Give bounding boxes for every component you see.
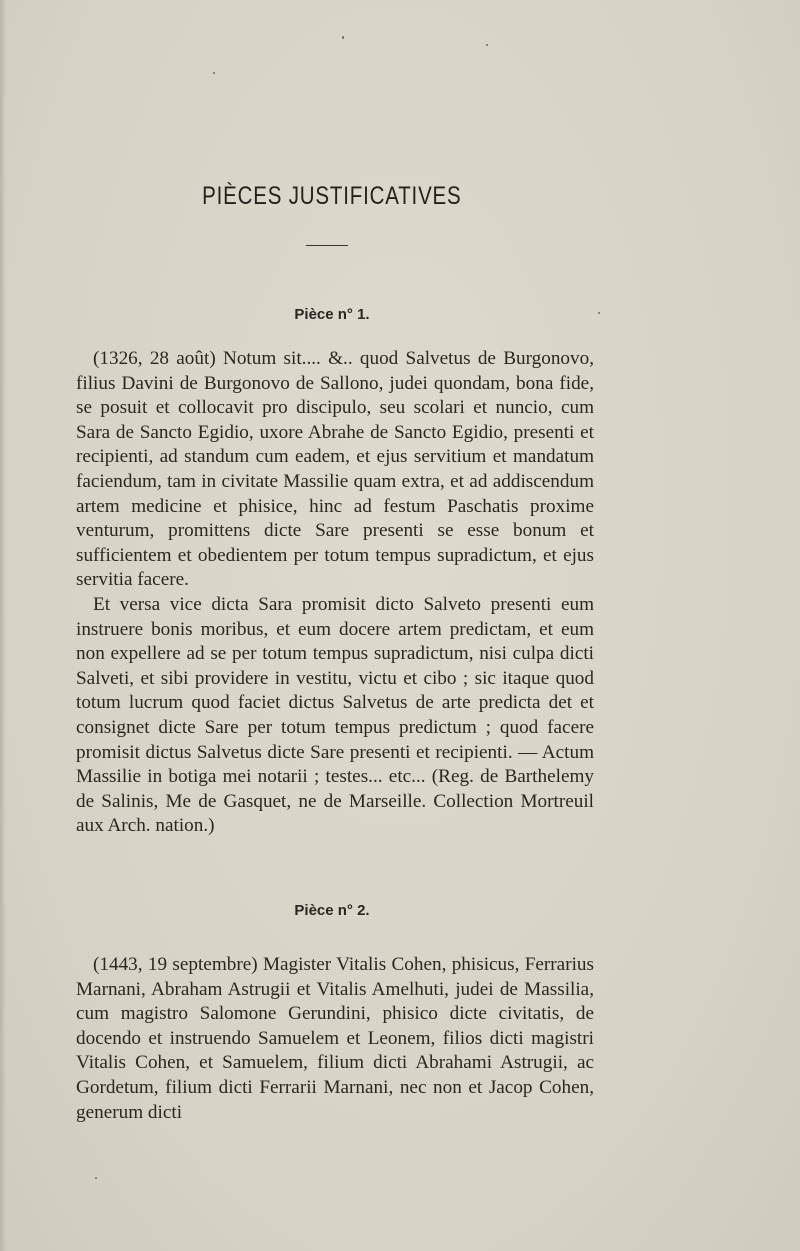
paper-speck bbox=[486, 44, 488, 46]
title-rule bbox=[306, 245, 348, 246]
piece-1-heading: Pièce n° 1. bbox=[294, 306, 370, 323]
piece-2-heading: Pièce n° 2. bbox=[294, 902, 370, 919]
paper-speck bbox=[342, 36, 344, 39]
piece-1-paragraph-1: (1326, 28 août) Notum sit.... &.. quod Salvetus de Burgonovo, filius Davini de Burgonovo de Sallono, judei quondam, bona fide, se posuit et collocavit pro discipulo, seu scolari et nuncio, cum Sara de Sancto Egidio, uxore Abrahe de Sancto Egidio, presenti et recipienti, ad standum cum eadem, et ejus servitium et mandatum faciendum, tam in civitate Massilie quam extra, et ad addiscendum artem medicine et phisice, hinc ad festum Paschatis proxime venturum, promittens dicte Sare presenti se esse bonum et sufficientem et obedientem per totum tempus supradictum, et ejus servitia facere. bbox=[76, 348, 594, 591]
paper-speck bbox=[95, 1177, 97, 1179]
paper-speck bbox=[213, 72, 215, 74]
piece-2-body bbox=[76, 953, 594, 1125]
page-edge-shadow bbox=[0, 0, 6, 1251]
piece-1-body bbox=[76, 347, 594, 839]
page-title: PIÈCES JUSTIFICATIVES bbox=[202, 182, 462, 210]
piece-2-paragraph-1: (1443, 19 septembre) Magister Vitalis Cohen, phisicus, Ferrarius Marnani, Abraham Astrugii et Vitalis Amelhuti, judei de Massilia, cum magistro Salomone Gerundini, phisico dicte civitatis, de docendo et instruendo Samuelem et Leonem, filios dicti magistri Vitalis Cohen, et Samuelem, filium dicti Abrahami Astrugii, ac Gordetum, filium dicti Ferrarii Marnani, nec non et Jacop Cohen, generum dicti bbox=[76, 954, 594, 1123]
piece-1-paragraph-2: Et versa vice dicta Sara promisit dicto Salveto presenti eum instruere bonis moribus, et eum docere artem predictam, et eum non expellere ad se per totum tempus supradictum, nisi culpa dicti Salveti, et sibi providere in vestitu, victu et cibo ; sic itaque quod totum lucrum quod faciet dictus Salvetus de arte predicta det et consignet dicte Sare per totum tempus predictum ; quod facere promisit dictus Salvetus dicte Sare presenti et recipienti. — Actum Massilie in botiga mei notarii ; testes... etc... (Reg. de Barthelemy de Salinis, Me de Gasquet, ne de Marseille. Collection Mortreuil aux Arch. nation.) bbox=[76, 593, 594, 837]
